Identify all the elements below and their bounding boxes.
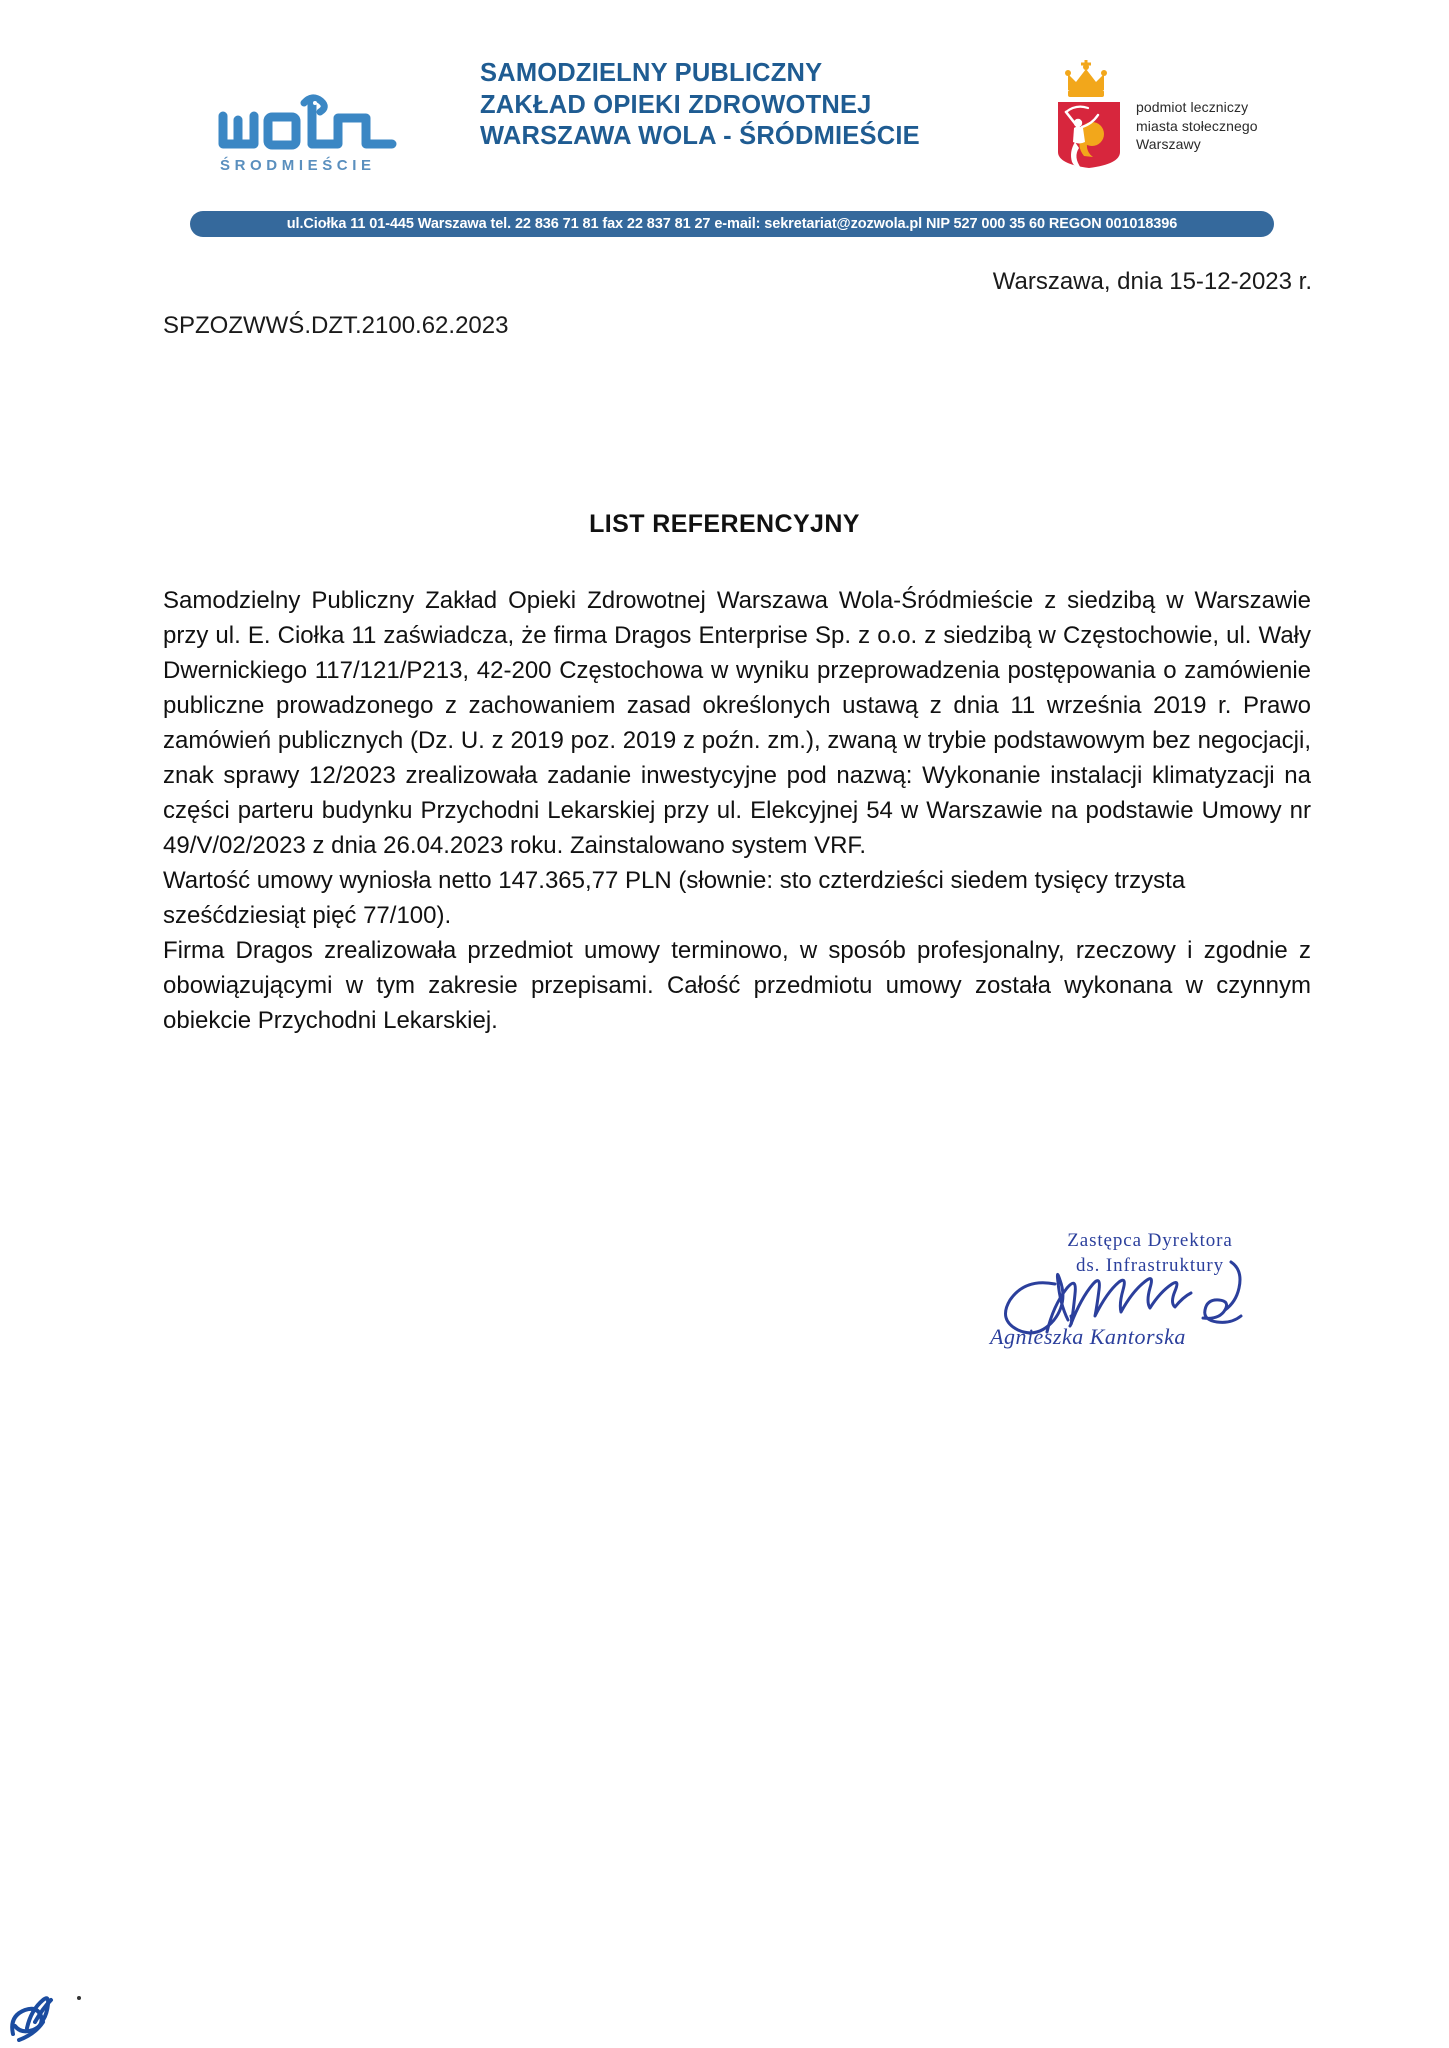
corner-initials-mark <box>5 1962 85 2042</box>
corner-speck <box>77 1996 81 2000</box>
signatory-name: Agnieszka Kantorska <box>990 1324 1186 1349</box>
date-line: Warszawa, dnia 15-12-2023 r. <box>992 268 1312 295</box>
reference-number: SPZOZWWŚ.DZT.2100.62.2023 <box>163 312 509 339</box>
body-paragraph-2: Wartość umowy wyniosła netto 147.365,77 PLN (słownie: sto czterdzieści siedem tysięcy trzysta sześćdziesiąt pięć 77/100). <box>163 867 1186 929</box>
letter-body <box>163 583 1311 1038</box>
page-title: LIST REFERENCYJNY <box>589 510 860 538</box>
crest-block <box>1058 50 1398 170</box>
crest-caption-line-1: podmiot leczniczy <box>1136 99 1249 115</box>
org-title-line-3: WARSZAWA WOLA - ŚRÓDMIEŚCIE <box>480 122 920 150</box>
body-paragraph-1: Samodzielny Publiczny Zakład Opieki Zdrowotnej Warszawa Wola-Śródmieście z siedzibą w Warszawie przy ul. E. Ciołka 11 zaświadcza, że firma Dragos Enterprise Sp. z o.o. z siedzibą w Częstochowie, ul. Wały Dwernickiego 117/121/P213, 42-200 Częstochowa w wyniku przeprowadzenia postępowania o zamówienie publiczne prowadzonego z zachowaniem zasad określonych ustawą z dnia 11 września 2019 r. Prawo zamówień publicznych (Dz. U. z 2019 poz. 2019 z poźn. zm.), zwaną w trybie podstawowym bez negocjacji, znak sprawy 12/2023 zrealizowała zadanie inwestycyjne pod nazwą: Wykonanie instalacji klimatyzacji na części parteru budynku Przychodni Lekarskiej przy ul. Elekcyjnej 54 w Warszawie na podstawie Umowy nr 49/V/02/2023 z dnia 26.04.2023 roku. Zainstalowano system VRF. <box>163 587 1311 859</box>
logo-subtext: ŚRODMIEŚCIE <box>220 157 376 174</box>
warsaw-mermaid-crest-icon <box>1058 60 1120 168</box>
body-paragraph-3: Firma Dragos zrealizowała przedmiot umowy terminowo, w sposób profesjonalny, rzeczowy i zgodnie z obowiązującymi w tym zakresie przepisami. Całość przedmiotu umowy została wykonana w czynnym obiekcie Przychodni Lekarskiej. <box>163 937 1311 1034</box>
signature-block <box>960 1228 1340 1368</box>
crest-caption-line-3: Warszawy <box>1136 136 1201 152</box>
crest-caption <box>1136 98 1258 154</box>
org-title-line-2: ZAKŁAD OPIEKI ZDROWOTNEJ <box>480 90 872 119</box>
crest-caption-line-2: miasta stołecznego <box>1136 117 1258 134</box>
signatory-role-line-1: Zastępca Dyrektora <box>1067 1230 1233 1251</box>
organisation-title <box>480 58 1100 153</box>
signatory-role <box>1000 1228 1300 1278</box>
org-title-line-1: SAMODZIELNY PUBLICZNY <box>480 59 823 87</box>
signatory-role-line-2: ds. Infrastruktury <box>1075 1255 1225 1276</box>
contact-bar: ul.Ciołka 11 01-445 Warszawa tel. 22 836 71 81 fax 22 837 81 27 e-mail: sekretariat@zozwola.pl NIP 527 000 35 60 REGON 001018396 <box>190 211 1274 237</box>
letterhead-header <box>0 38 1449 174</box>
wola-srodmiescie-logo <box>216 90 412 176</box>
